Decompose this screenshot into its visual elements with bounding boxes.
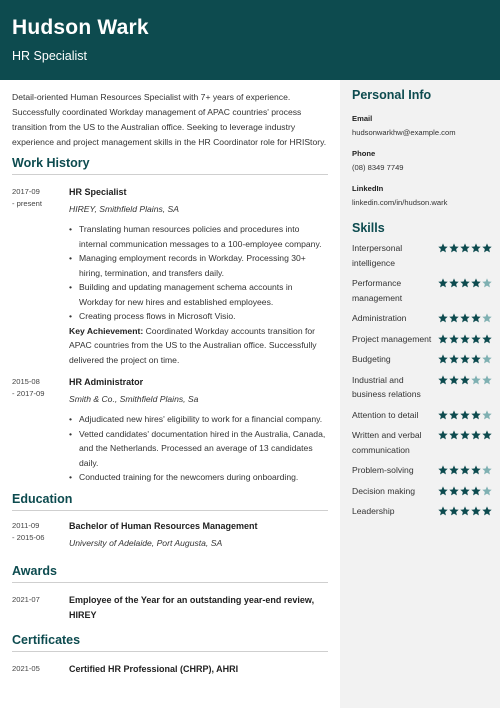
star-filled-icon: [438, 465, 448, 475]
education-entry: [12, 519, 328, 558]
star-empty-icon: [482, 375, 492, 385]
skill-rating: [438, 484, 492, 496]
star-filled-icon: [471, 486, 481, 496]
star-empty-icon: [482, 465, 492, 475]
linkedin-value[interactable]: linkedin.com/in/hudson.wark: [352, 198, 448, 207]
degree-title: Bachelor of Human Resources Management: [69, 520, 258, 531]
skill-row: [352, 504, 492, 519]
candidate-role: HR Specialist: [12, 49, 88, 63]
profile-summary: Detail-oriented Human Resources Specialist with 7+ years of experience. Successfully coordinated Workday management of APAC countries' process transition from the US to the Australian office. Seeking to leverage industry experience and project management skills in the HR Coordinator role for HRIStory.: [12, 92, 327, 147]
job-title: HR Specialist: [69, 187, 127, 197]
certificate-entry: [12, 662, 328, 676]
linkedin-label: LinkedIn: [352, 184, 384, 193]
duty-item: • Translating human resources policies and procedures into internal communication messages to a 100-employee company.: [69, 222, 328, 251]
job-title: HR Administrator: [69, 377, 144, 387]
resume-header: [0, 0, 500, 80]
skill-name: Leadership: [352, 506, 395, 516]
date-end: - 2017-09: [12, 389, 45, 398]
star-filled-icon: [449, 334, 459, 344]
star-filled-icon: [449, 278, 459, 288]
skill-rating: [438, 428, 492, 440]
awards-heading: Awards: [12, 564, 328, 583]
star-filled-icon: [438, 506, 448, 516]
skill-row: [352, 463, 492, 478]
skill-row: [352, 276, 492, 305]
skill-row: [352, 428, 492, 457]
star-filled-icon: [449, 486, 459, 496]
star-empty-icon: [482, 410, 492, 420]
candidate-name: Hudson Wark: [12, 16, 149, 39]
star-filled-icon: [460, 465, 470, 475]
skill-rating: [438, 241, 492, 253]
star-empty-icon: [482, 486, 492, 496]
star-filled-icon: [460, 375, 470, 385]
work-entry: [12, 185, 328, 367]
star-empty-icon: [482, 354, 492, 364]
skill-row: [352, 408, 492, 423]
star-filled-icon: [460, 243, 470, 253]
date-end: - present: [12, 199, 42, 208]
achievement-text: Coordinated Workday accounts transition for APAC countries from the US to the Australian office. Successfully delivered the project on time.: [69, 325, 317, 365]
personal-info-heading: Personal Info: [352, 88, 432, 102]
star-filled-icon: [449, 313, 459, 323]
skill-name: Industrial and business relations: [352, 374, 421, 399]
entry-date: [12, 375, 69, 485]
duty-item: • Building and updating management schema accounts in Workday for new hires and established employees.: [69, 280, 328, 309]
institution: University of Adelaide, Port Augusta, SA: [69, 537, 223, 548]
star-filled-icon: [449, 465, 459, 475]
phone-label: Phone: [352, 149, 376, 158]
main-column: [12, 90, 328, 676]
star-filled-icon: [471, 430, 481, 440]
star-filled-icon: [449, 506, 459, 516]
star-empty-icon: [482, 313, 492, 323]
entry-date: [12, 519, 69, 558]
employer: HIREY, Smithfield Plains, SA: [69, 204, 180, 214]
star-filled-icon: [471, 465, 481, 475]
star-filled-icon: [449, 410, 459, 420]
star-filled-icon: [438, 375, 448, 385]
work-history-heading: Work History: [12, 156, 328, 175]
star-filled-icon: [471, 354, 481, 364]
date-start: 2011-09: [12, 520, 40, 530]
star-filled-icon: [460, 486, 470, 496]
skill-rating: [438, 463, 492, 475]
entry-date: [12, 185, 69, 367]
skill-row: [352, 484, 492, 499]
duty-item: • Creating process flows in Microsoft Visio.: [69, 309, 328, 324]
star-filled-icon: [482, 334, 492, 344]
skill-name: Performance management: [352, 278, 403, 303]
entry-date: 2021-05: [12, 663, 40, 673]
skill-row: [352, 373, 492, 402]
sidebar-column: [352, 88, 492, 519]
skill-name: Decision making: [352, 485, 416, 496]
date-end: - 2015-06: [12, 532, 45, 542]
star-empty-icon: [471, 375, 481, 385]
star-filled-icon: [471, 243, 481, 253]
award-title: Employee of the Year for an outstanding year-end review, HIREY: [69, 594, 315, 620]
star-filled-icon: [438, 278, 448, 288]
star-filled-icon: [471, 278, 481, 288]
star-filled-icon: [460, 334, 470, 344]
star-filled-icon: [449, 354, 459, 364]
entry-date: 2021-07: [12, 594, 40, 604]
star-filled-icon: [471, 506, 481, 516]
star-filled-icon: [438, 486, 448, 496]
achievement-label: Key Achievement:: [69, 325, 144, 336]
skill-name: Written and verbal communication: [352, 430, 422, 455]
skill-name: Project management: [352, 333, 432, 344]
star-filled-icon: [460, 506, 470, 516]
duty-item: • Vetted candidates' documentation hired in the Australia, Canada, and the Netherlands. Processed an average of 13 candidates daily.: [69, 427, 328, 471]
email-label: Email: [352, 114, 373, 123]
skill-row: [352, 241, 492, 270]
key-achievement: [69, 324, 328, 368]
certificate-title: Certified HR Professional (CHRP), AHRI: [69, 663, 239, 674]
skill-rating: [438, 408, 492, 420]
skills-heading: Skills: [352, 221, 385, 235]
skill-rating: [438, 311, 492, 323]
star-filled-icon: [460, 313, 470, 323]
skill-name: Administration: [352, 313, 407, 323]
date-start: 2017-09: [12, 187, 40, 196]
star-filled-icon: [438, 243, 448, 253]
duties-list: [69, 412, 328, 485]
star-filled-icon: [438, 313, 448, 323]
skill-row: [352, 311, 492, 326]
skill-rating: [438, 332, 492, 344]
date-start: 2015-08: [12, 377, 40, 386]
skill-name: Budgeting: [352, 354, 391, 364]
star-filled-icon: [449, 243, 459, 253]
skills-list: [352, 241, 492, 519]
star-filled-icon: [438, 334, 448, 344]
skill-row: [352, 352, 492, 367]
star-filled-icon: [460, 410, 470, 420]
skill-row: [352, 332, 492, 347]
star-filled-icon: [460, 430, 470, 440]
star-filled-icon: [482, 506, 492, 516]
star-filled-icon: [438, 410, 448, 420]
skill-name: Interpersonal intelligence: [352, 243, 403, 268]
star-filled-icon: [482, 430, 492, 440]
duty-item: • Adjudicated new hires' eligibility to work for a financial company.: [69, 412, 328, 427]
award-entry: [12, 593, 328, 623]
star-filled-icon: [471, 313, 481, 323]
skill-name: Attention to detail: [352, 409, 419, 420]
duty-item: • Managing employment records in Workday. Processing 30+ hiring, termination, and transfers daily.: [69, 251, 328, 280]
certificates-heading: Certificates: [12, 633, 328, 652]
star-filled-icon: [471, 410, 481, 420]
skill-rating: [438, 276, 492, 288]
skill-rating: [438, 373, 492, 385]
skill-name: Problem-solving: [352, 465, 414, 475]
star-filled-icon: [438, 430, 448, 440]
duties-list: [69, 222, 328, 324]
star-empty-icon: [482, 278, 492, 288]
education-heading: Education: [12, 492, 328, 511]
phone-value[interactable]: (08) 8349 7749: [352, 163, 404, 172]
star-filled-icon: [471, 334, 481, 344]
duty-item: • Conducted training for the newcomers during onboarding.: [69, 470, 328, 485]
star-filled-icon: [460, 354, 470, 364]
star-filled-icon: [449, 430, 459, 440]
skill-rating: [438, 504, 492, 516]
star-filled-icon: [460, 278, 470, 288]
email-value[interactable]: hudsonwarkhw@example.com: [352, 128, 456, 137]
star-filled-icon: [482, 243, 492, 253]
star-filled-icon: [449, 375, 459, 385]
employer: Smith & Co., Smithfield Plains, Sa: [69, 394, 199, 404]
skill-rating: [438, 352, 492, 364]
work-entry: [12, 375, 328, 485]
star-filled-icon: [438, 354, 448, 364]
